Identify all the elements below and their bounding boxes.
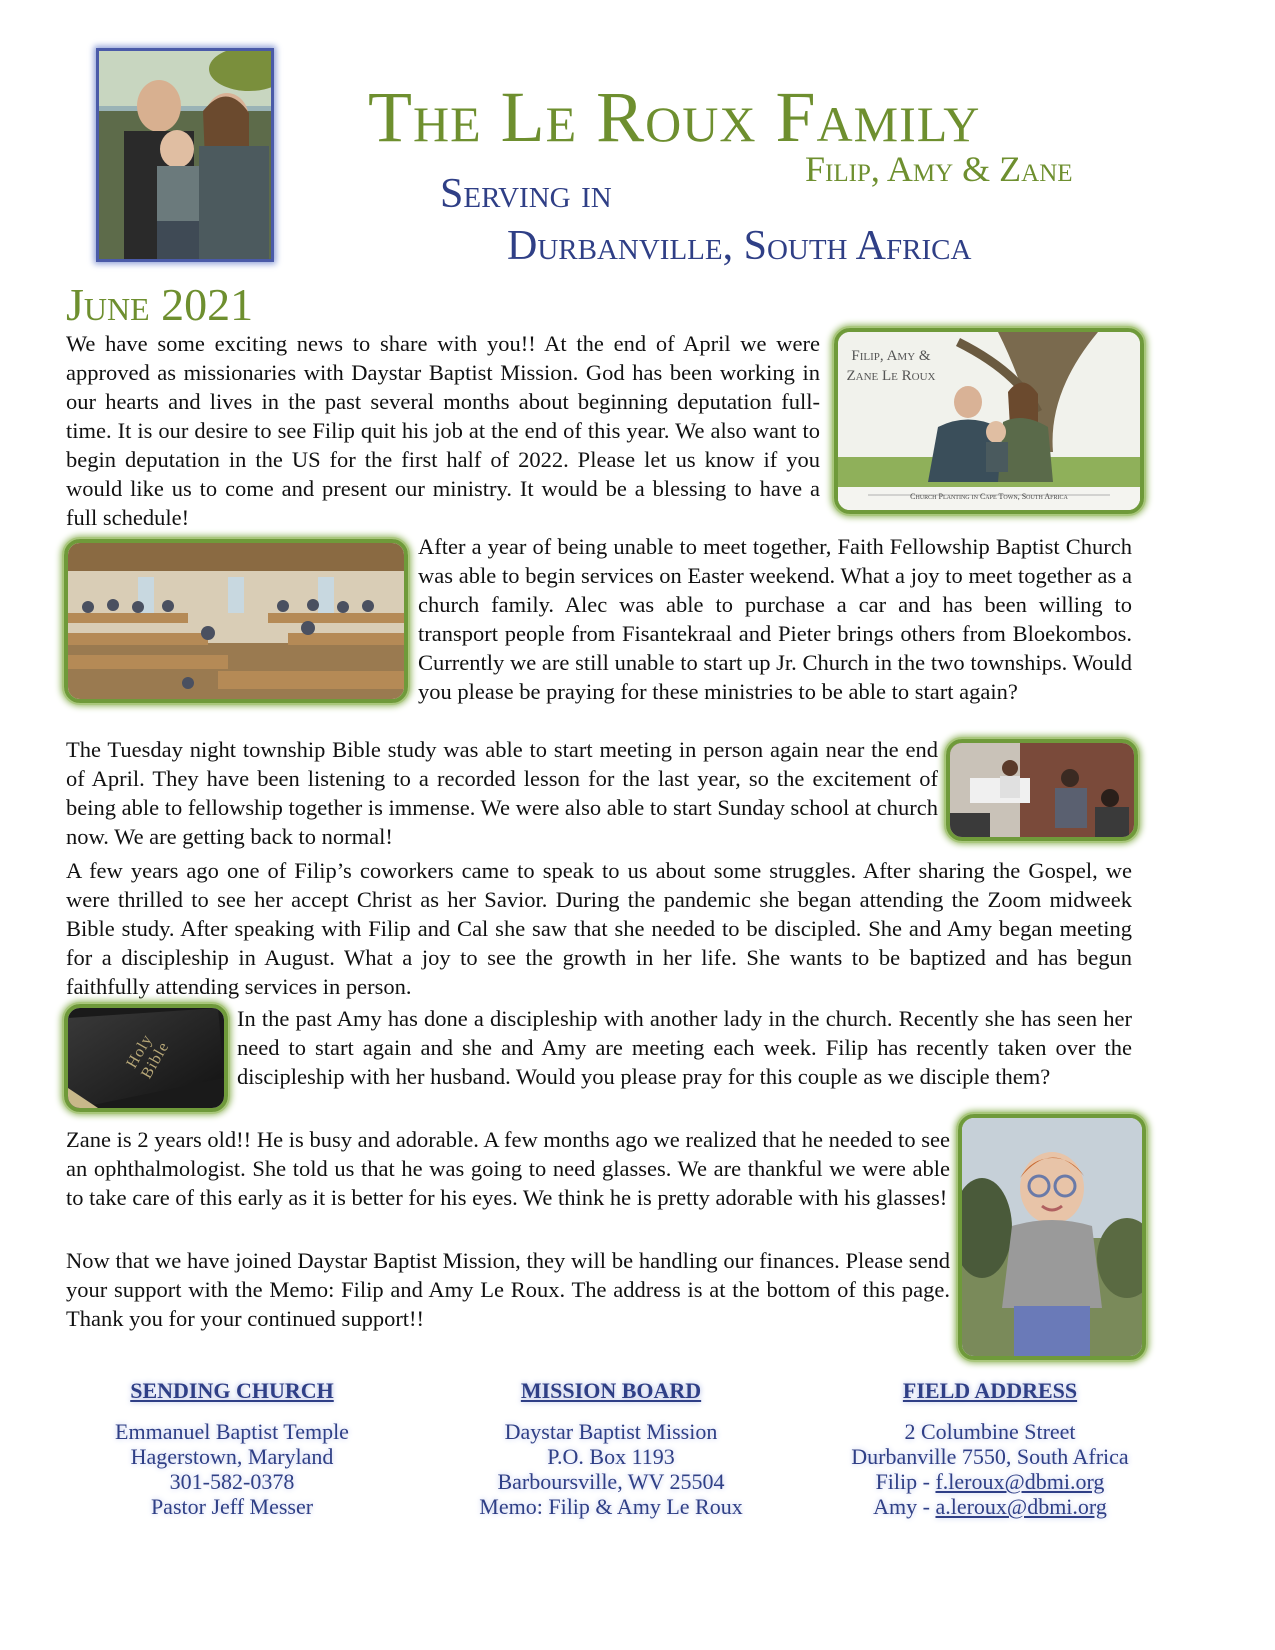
prayer-card-name: Filip, Amy & Zane Le Roux <box>846 348 936 384</box>
field-address-street: 2 Columbine Street <box>904 1419 1076 1444</box>
sending-church-location: Hagerstown, Maryland <box>130 1444 334 1469</box>
mission-board-block <box>431 1378 791 1519</box>
paragraph-approval: We have some exciting news to share with you!! At the end of April we were approved as missionaries with Daystar Baptist Mission. God has been working in our hearts and lives in the past several months about beginning deputation full-time. It is our desire to see Filip quit his job at the end of this year. We also want to begin deputation in the US for the first half of 2022. Please let us know if you would like us to come and present our ministry. It would be a blessing to have a full schedule! <box>66 331 820 530</box>
newsletter-date: June 2021 <box>66 279 254 330</box>
church-service-photo <box>64 539 408 703</box>
sending-church-heading: SENDING CHURCH <box>130 1378 334 1403</box>
serving-line-2: Durbanville, South Africa <box>507 223 972 269</box>
family-portrait-photo <box>96 48 274 262</box>
field-address-heading: FIELD ADDRESS <box>902 1378 1078 1403</box>
family-names: Filip, Amy & Zane <box>805 149 1073 189</box>
paragraph-coworker: A few years ago one of Filip’s coworkers came to speak to us about some struggles. After sharing the Gospel, we were thrilled to see her accept Christ as her Savior. During the pandemic she began attending the Zoom midweek Bible study. After speaking with Filip and Cal she saw that she needed to be discipled. She and Amy began meeting for a discipleship in August. What a joy to see the growth in her life. She wants to be baptized and has begun faithfully attending services in person. <box>66 858 1132 999</box>
serving-line-1: Serving in <box>440 171 612 217</box>
bible-study-photo <box>946 739 1138 841</box>
prayer-card-tagline: Church Planting in Cape Town, South Africa <box>910 492 1068 501</box>
mission-board-city: Barboursville, WV 25504 <box>497 1469 725 1494</box>
field-address-amy-email-line <box>810 1494 1170 1519</box>
mission-board-name: Daystar Baptist Mission <box>504 1419 718 1444</box>
field-address-block <box>810 1378 1170 1519</box>
field-address-filip-email-line <box>810 1469 1170 1494</box>
sending-church-phone: 301-582-0378 <box>169 1469 295 1494</box>
paragraph-bible-study: The Tuesday night township Bible study was able to start meeting in person again near the end of April. They have been listening to a recorded lesson for the last year, so the excitement of being able to fellowship together is immense. We were also able to start Sunday school at church now. We are getting back to normal! <box>66 737 938 849</box>
sending-church-pastor: Pastor Jeff Messer <box>150 1494 314 1519</box>
paragraph-finances: Now that we have joined Daystar Baptist Mission, they will be handling our finances. Please send your support with the Memo: Filip and Amy Le Roux. The address is at the bottom of this page. Thank you for your continued support!! <box>66 1248 950 1331</box>
mission-board-memo: Memo: Filip & Amy Le Roux <box>479 1494 743 1519</box>
sending-church-block <box>52 1378 412 1519</box>
amy-email-label: Amy - <box>873 1494 936 1519</box>
mission-board-po-box: P.O. Box 1193 <box>547 1444 675 1469</box>
amy-email-link[interactable]: a.leroux@dbmi.org <box>935 1494 1107 1519</box>
holy-bible-photo <box>64 1004 228 1112</box>
family-prayer-card-photo <box>834 328 1144 514</box>
sending-church-name: Emmanuel Baptist Temple <box>115 1419 349 1444</box>
zane-photo <box>958 1114 1146 1360</box>
field-address-city: Durbanville 7550, South Africa <box>851 1444 1129 1469</box>
paragraph-church-services: After a year of being unable to meet together, Faith Fellowship Baptist Church was able to begin services on Easter weekend. What a joy to meet together as a church family. Alec was able to purchase a car and has been willing to transport people from Fisantekraal and Pieter brings others from Bloekombos. Currently we are still unable to start up Jr. Church in the two townships. Would you please be praying for these ministries to be able to start again? <box>418 534 1132 704</box>
paragraph-zane: Zane is 2 years old!! He is busy and adorable. A few months ago we realized that he needed to see an ophthalmologist. She told us that he was going to need glasses. We are thankful we were able to take care of this early as it is better for his eyes. We think he is pretty adorable with his glasses! <box>66 1127 950 1210</box>
paragraph-discipleship: In the past Amy has done a discipleship with another lady in the church. Recently she has seen her need to start again and she and Amy are meeting each week. Filip has recently taken over the discipleship with her husband. Would you please pray for this couple as we disciple them? <box>237 1006 1132 1089</box>
filip-email-link[interactable]: f.leroux@dbmi.org <box>935 1469 1105 1494</box>
filip-email-label: Filip - <box>875 1469 936 1494</box>
bible-cover-text: Holy Bible <box>123 1031 173 1082</box>
newsletter-title: The Le Roux Family <box>368 77 981 157</box>
mission-board-heading: MISSION BOARD <box>520 1378 702 1403</box>
